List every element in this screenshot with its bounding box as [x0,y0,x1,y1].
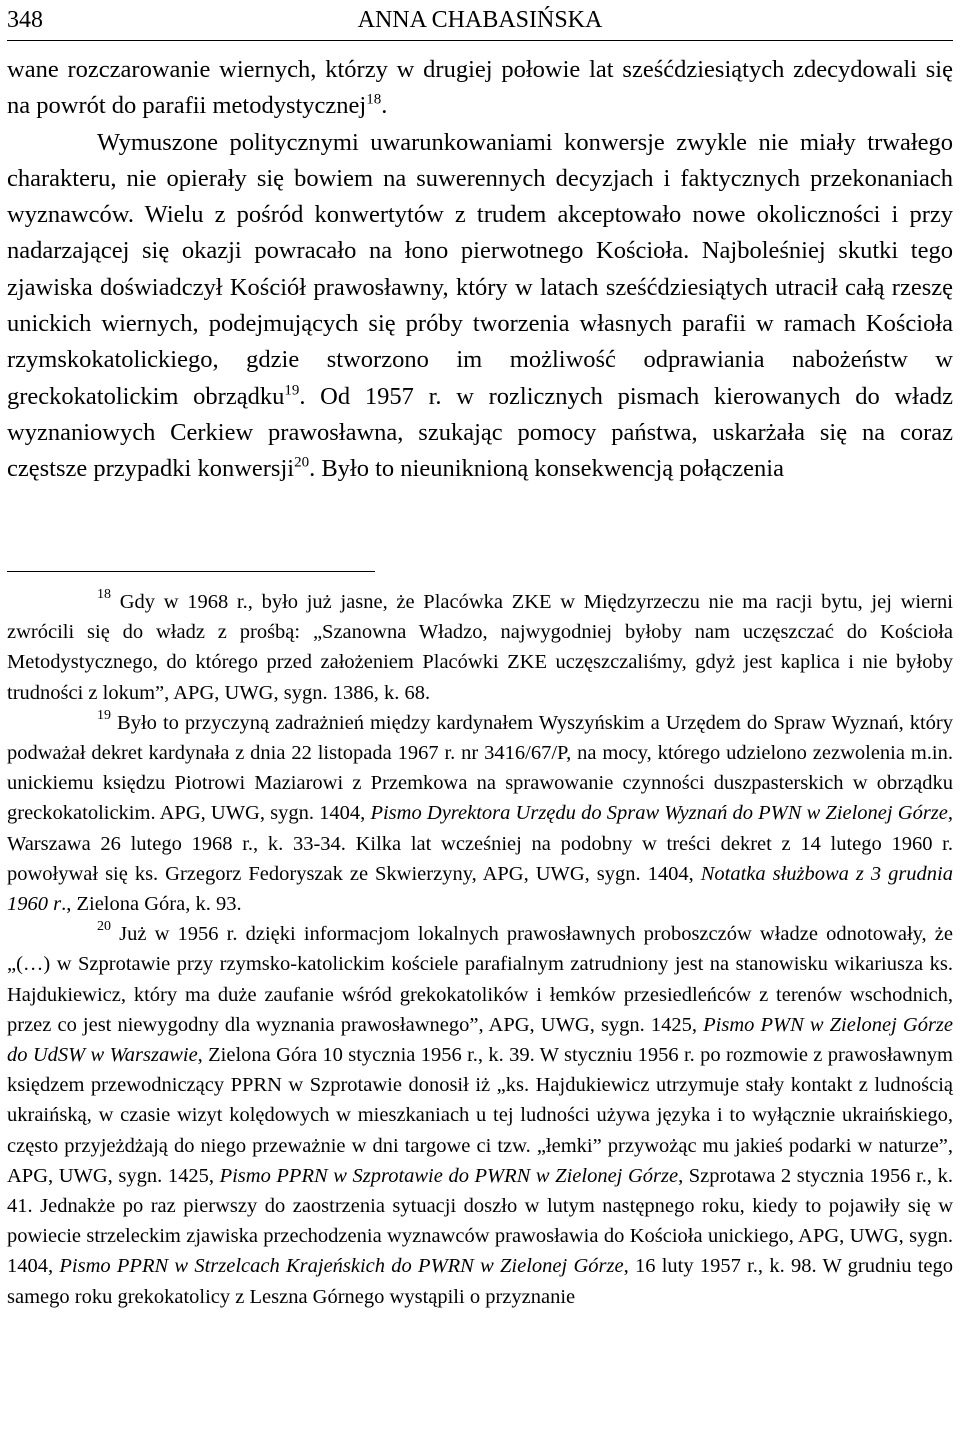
text-run: . [381,92,388,120]
footnote-number: 19 [97,708,111,724]
footnote-ref-18: 18 [366,91,382,108]
footnote-text: , 16 luty 1957 r., k. 98. W grudniu tego samego roku grekokatolicy z Leszna Górnego wystąpili o przyznanie [7,1255,954,1308]
footnote-ref-19: 19 [284,381,300,398]
running-head: ANNA CHABASIŃSKA [357,7,603,33]
footnote-18 [7,587,953,708]
text-run: . Od 1957 r. w rozlicznych pismach kierowanych do władz wyznaniowych Cerkiew prawosławna, szukając pomocy państwa, uskarżała się na coraz częstsze przypadki konwersji [7,382,953,483]
footnote-19 [7,708,953,919]
footnote-text: , Szprotawa 2 stycznia 1956 r., k. 41. Jednakże po raz pierwszy do zaostrzenia sytuacji doszło w lutym następnego roku, kiedy to pojawiły się w powiecie strzeleckim zjawiska przechodzenia wyznawców prawosławia do Kościoła unickiego, APG, UWG, sygn. 1404, [7,1164,953,1278]
footnote-number: 20 [97,919,111,935]
page-number: 348 [7,7,43,33]
cited-document-title: Pismo PPRN w Strzelcach Krajeńskich do PWRN w Zielonej Górze [59,1255,624,1278]
cited-document-title: Notatka służbowa z 3 grudnia 1960 r [7,862,953,916]
page-header [7,2,953,38]
footnote-separator [7,571,375,572]
footnote-text: Już w 1956 r. dzięki informacjom lokalnych prawosławnych proboszczów władze odnotowały, że „(…) w Szprotawie przy rzymsko-katolickim kościele parafialnym zatrudniony jest na stanowisku wikariusza ks. Hajdukiewicz, który ma duże zaufanie wśród grekokatolików i łemków przesiedleńców z terenów wschodnich, przez co jest niewygodny dla wyznania prawosławnego”, APG, UWG, sygn. 1425, [7,923,954,1036]
paragraph-continued [7,52,953,125]
footnote-text: Gdy w 1968 r., było już jasne, że Placówka ZKE w Międzyrzeczu nie ma racji bytu, jej wierni zwrócili się do władz z prośbą: „Szanowna Władzo, najwygodniej byłoby nam uczęszczać do Kościoła Metodystycznego, do którego przed założeniem Placówki ZKE uczęszczaliśmy, gdyż jest kaplica i nie byłoby trudności z lokum”, APG, UWG, sygn. 1386, k. 68. [7,591,953,704]
footnote-text: , Zielona Góra 10 stycznia 1956 r., k. 39. W styczniu 1956 r. po rozmowie z prawosławnym księdzem przewodniczący PPRN w Szprotawie donosił iż „ks. Hajdukiewicz utrzymuje stały kontakt z ludnością ukraińską, w czasie wizyt kolędowych w mieszkaniach u tej ludności używa języka i to wyłącznie ukraińskiego, często przyjeżdżają do niego przeważnie w dni targowe ci tzw. „łemki” przywożąc mu jakieś podarki w naturze”, APG, UWG, sygn. 1425, [7,1044,953,1187]
header-rule [7,40,953,41]
paragraph [7,125,953,488]
text-run: . Było to nieuniknioną konsekwencją połączenia [309,455,784,483]
cited-document-title: Pismo PPRN w Szprotawie do PWRN w Zielonej Górze [219,1164,679,1187]
cited-document-title: Pismo PWN w Zielonej Górze do UdSW w Warszawie [7,1013,953,1067]
footnotes [7,587,953,1312]
footnote-ref-20: 20 [294,454,310,471]
footnote-text: Warszawa 26 lutego 1968 r., k. 33-34. Kilka lat wcześniej na podobny w treści dekret z 14 lutego 1960 r. powoływał się ks. Grzegorz Fedoryszak ze Skwierzyny, APG, UWG, sygn. 1404, [7,832,953,885]
text-run: Wymuszone politycznymi uwarunkowaniami konwersje zwykle nie miały trwałego charakteru, nie opierały się bowiem na suwerennych decyzjach i faktycznych przekonaniach wyznawców. Wielu z pośród konwertytów z trudem akceptowało nowe okoliczności i przy nadarzającej się okazji powracało na łono pierwotnego Kościoła. Najboleśniej skutki tego zjawiska doświadczył Kościół prawosławny, który w latach sześćdziesiątych utracił całą rzeszę unickich wiernych, podejmujących się próby tworzenia własnych parafii w ramach Kościoła rzymskokatolickiego, gdzie stworzono im możliwość odprawiania nabożeństw w greckokatolickim obrządku [7,128,953,410]
footnote-20 [7,919,953,1312]
main-text [7,52,953,488]
footnote-number: 18 [97,587,111,603]
footnote-text: ., Zielona Góra, k. 93. [61,893,242,916]
cited-document-title: Pismo Dyrektora Urzędu do Spraw Wyznań do PWN w Zielonej Górze, [370,802,954,825]
footnote-text: Było to przyczyną zadrażnień między kardynałem Wyszyńskim a Urzędem do Spraw Wyznań, który podważał dekret kardynała z dnia 22 listopada 1967 r. nr 3416/67/P, na mocy, którego udzielono zezwolenia m.in. unickiemu księdzu Piotrowi Maziarowi z Przemkowa na sprawowanie czynności duszpasterskich w obrządku greckokatolickim. APG, UWG, sygn. 1404, [7,711,954,825]
text-run: wane rozczarowanie wiernych, którzy w drugiej połowie lat sześćdziesiątych zdecydowali się na powrót do parafii metodystycznej [7,56,953,120]
